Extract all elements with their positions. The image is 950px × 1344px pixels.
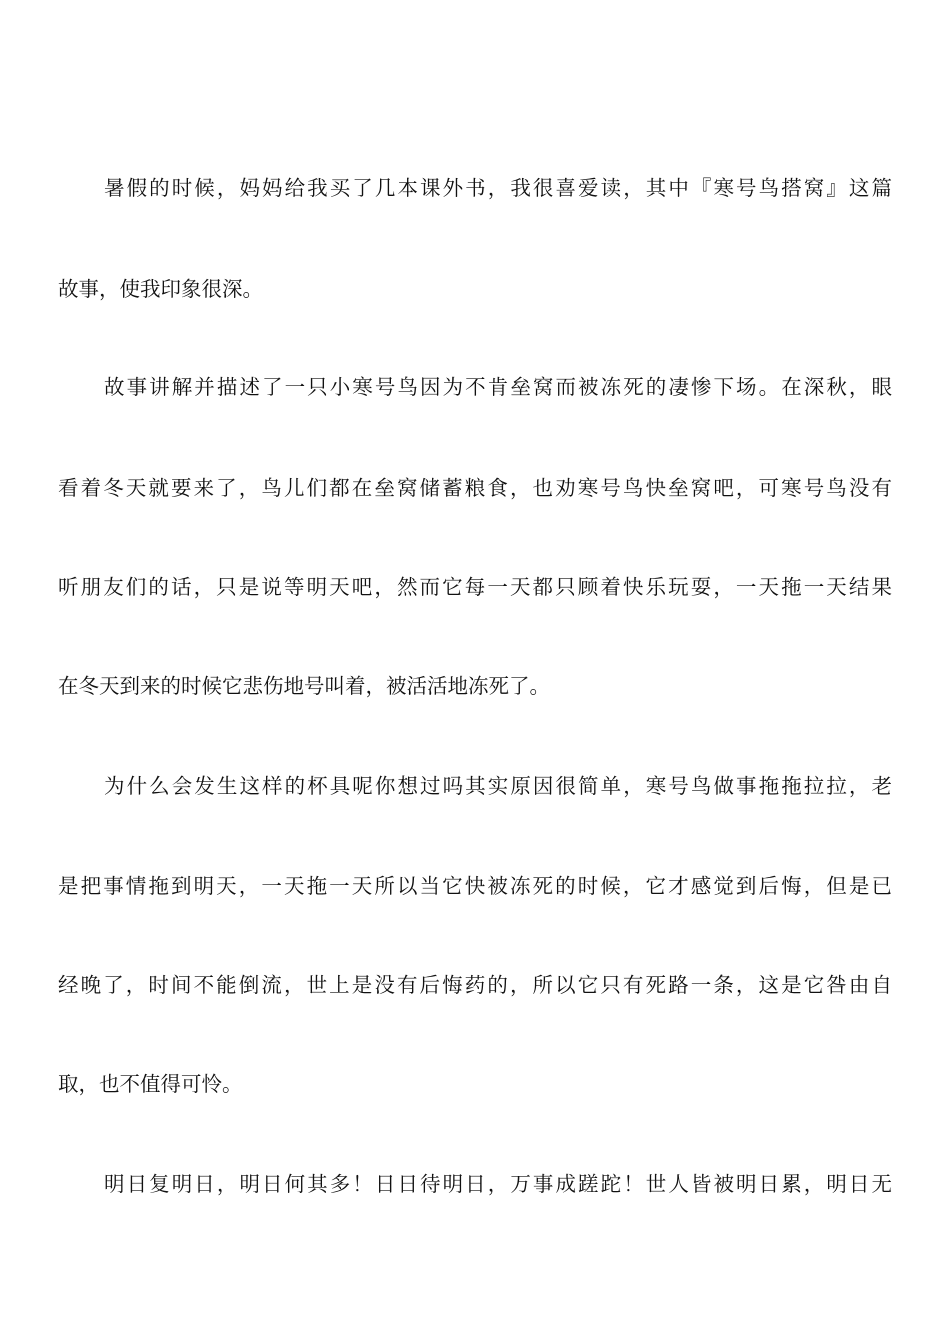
text-line: 经晚了，时间不能倒流，世上是没有后悔药的，所以它只有死路一条，这是它咎由自	[58, 973, 892, 997]
text-line: 暑假的时候，妈妈给我买了几本课外书，我很喜爱读，其中『寒号鸟搭窝』这篇	[104, 176, 892, 200]
text-line: 在冬天到来的时候它悲伤地号叫着，被活活地冻死了。	[58, 674, 550, 698]
text-line: 是把事情拖到明天，一天拖一天所以当它快被冻死的时候，它才感觉到后悔，但是已	[58, 874, 892, 898]
text-line: 为什么会发生这样的杯具呢你想过吗其实原因很简单，寒号鸟做事拖拖拉拉，老	[104, 774, 892, 798]
text-line: 明日复明日，明日何其多！日日待明日，万事成蹉跎！世人皆被明日累，明日无	[104, 1172, 892, 1196]
text-line: 故事，使我印象很深。	[58, 277, 263, 301]
text-line: 看着冬天就要来了，鸟儿们都在垒窝储蓄粮食，也劝寒号鸟快垒窝吧，可寒号鸟没有	[58, 476, 892, 500]
text-line: 故事讲解并描述了一只小寒号鸟因为不肯垒窝而被冻死的凄惨下场。在深秋，眼	[104, 375, 892, 399]
text-line: 取，也不值得可怜。	[58, 1072, 243, 1096]
text-line: 听朋友们的话，只是说等明天吧，然而它每一天都只顾着快乐玩耍，一天拖一天结果	[58, 575, 892, 599]
